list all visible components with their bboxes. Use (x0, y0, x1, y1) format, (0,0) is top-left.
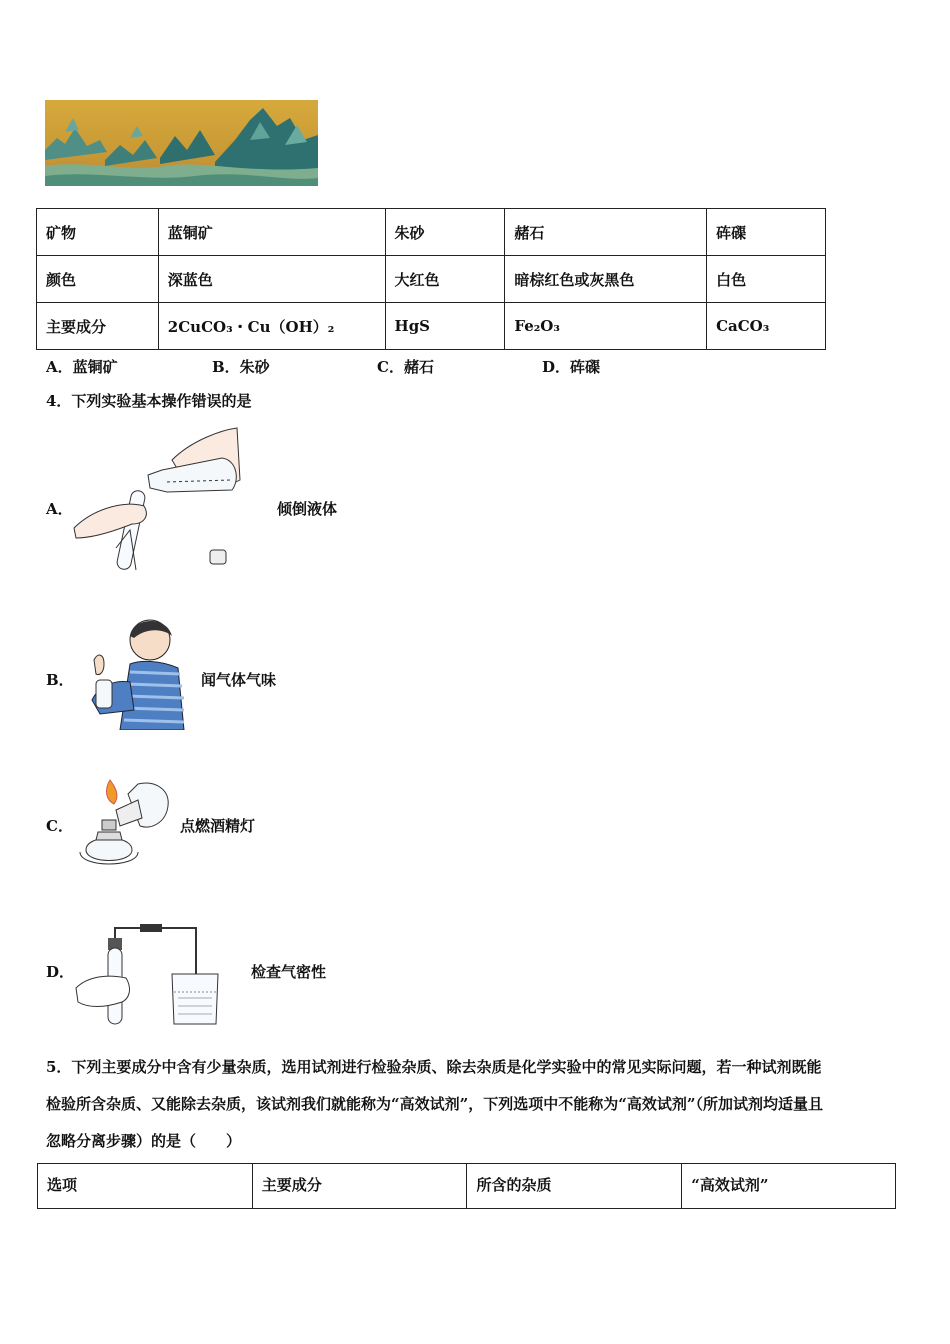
q4-option-b-letter[interactable]: B． (46, 671, 74, 689)
table-cell: 大红色 (385, 256, 505, 303)
landscape-painting (45, 100, 318, 186)
table-header-cell: “高效试剂” (682, 1164, 896, 1209)
option-c[interactable]: C．赭石 (377, 358, 434, 376)
q4-option-a-letter[interactable]: A． (46, 500, 73, 518)
mineral-table (36, 208, 826, 350)
question-5-stem (46, 1049, 916, 1160)
table-cell: 朱砂 (385, 209, 505, 256)
q4-option-d-letter[interactable]: D． (46, 963, 75, 981)
question-5-line-1: 5．下列主要成分中含有少量杂质，选用试剂进行检验杂质、除去杂质是化学实验中的常见实际问题，若一种试剂既能 (46, 1058, 822, 1076)
table-cell: HgS (385, 303, 505, 350)
table-row (37, 209, 826, 256)
table-cell: 暗棕红色或灰黑色 (505, 256, 707, 303)
table-header-cell: 选项 (38, 1164, 253, 1209)
q4-option-a-caption: 倾倒液体 (277, 500, 338, 518)
question-4-stem: 4．下列实验基本操作错误的是 (46, 392, 252, 410)
lighting-alcohol-lamp-illustration (76, 770, 172, 870)
table-cell: 颜色 (37, 256, 159, 303)
table-row (37, 303, 826, 350)
option-b[interactable]: B．朱砂 (212, 358, 270, 376)
q4-option-c-letter[interactable]: C． (46, 817, 73, 835)
pouring-liquid-illustration (72, 420, 242, 572)
table-cell: 矿物 (37, 209, 159, 256)
table-row (37, 256, 826, 303)
table-cell: Fe₂O₃ (505, 303, 707, 350)
question-5-line-3: 忽略分离步骤）的是（ ） (46, 1132, 242, 1150)
table-cell: 深蓝色 (158, 256, 385, 303)
table-header-cell: 主要成分 (252, 1164, 467, 1209)
option-d[interactable]: D．砗磲 (542, 358, 601, 376)
reagent-table (37, 1163, 896, 1209)
checking-airtightness-illustration (74, 918, 224, 1028)
table-cell: 白色 (707, 256, 826, 303)
q4-option-b-caption: 闻气体气味 (201, 671, 277, 689)
table-cell: CaCO₃ (707, 303, 826, 350)
table-cell: 赭石 (505, 209, 707, 256)
table-cell: 砗磲 (707, 209, 826, 256)
table-row (38, 1164, 896, 1209)
table-cell: 2CuCO₃・Cu（OH）₂ (158, 303, 385, 350)
q4-option-d-caption: 检查气密性 (251, 963, 327, 981)
table-cell: 主要成分 (37, 303, 159, 350)
q4-option-c-caption: 点燃酒精灯 (180, 817, 256, 835)
smelling-gas-illustration (90, 614, 186, 730)
option-a[interactable]: A．蓝铜矿 (46, 358, 118, 376)
question-5-line-2: 检验所含杂质、又能除去杂质，该试剂我们就能称为“高效试剂”，下列选项中不能称为“高效试剂”（所加试剂均适量且 (46, 1095, 824, 1113)
table-cell: 蓝铜矿 (158, 209, 385, 256)
table-header-cell: 所含的杂质 (467, 1164, 682, 1209)
